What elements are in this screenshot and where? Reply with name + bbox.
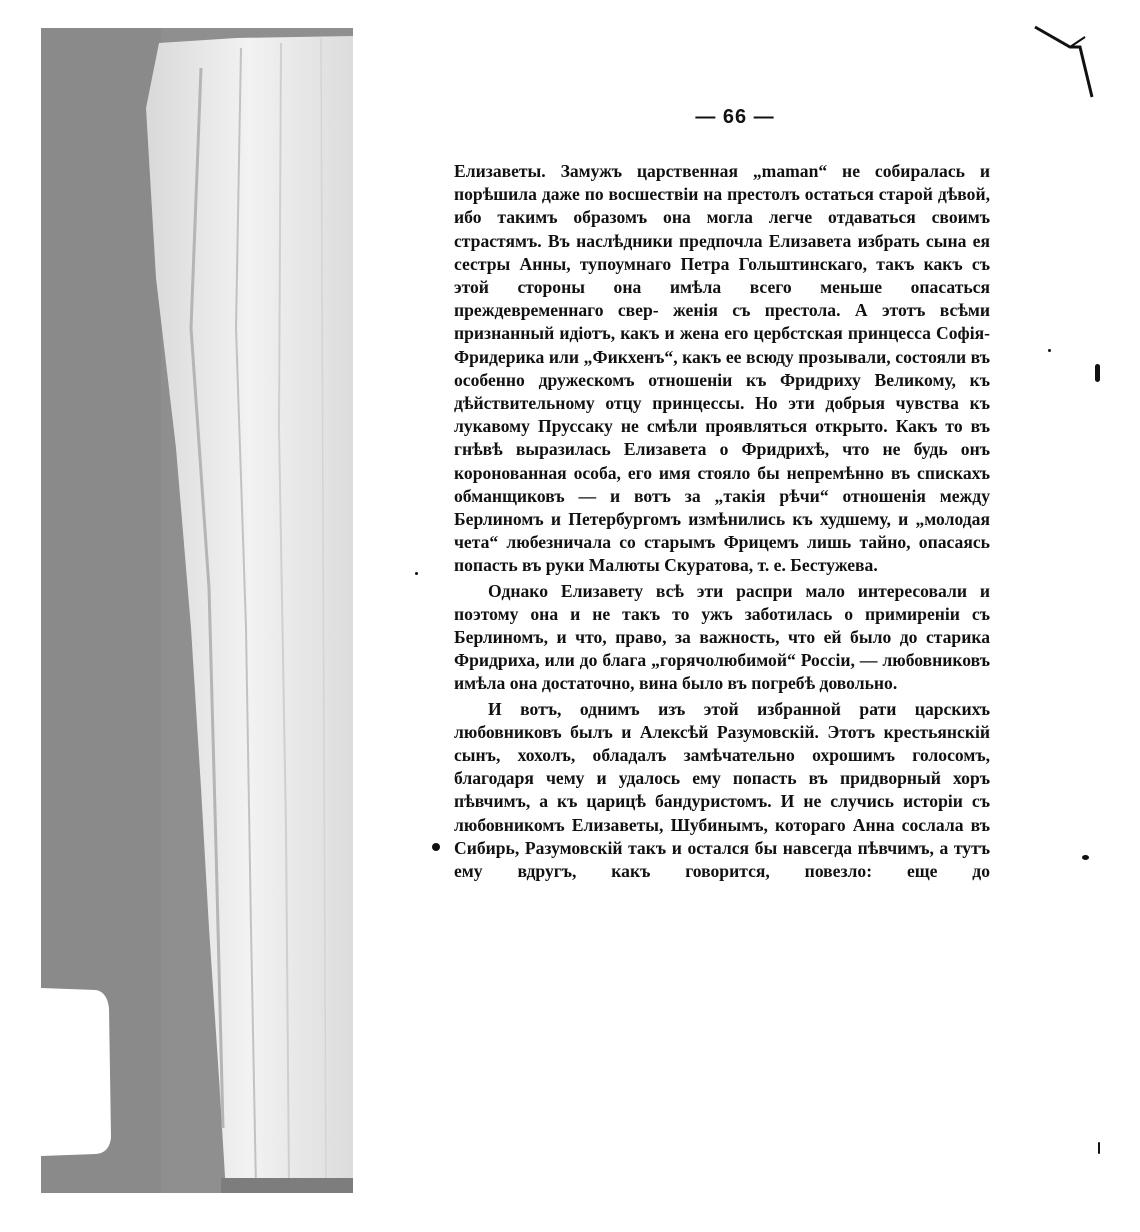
paragraph: И вотъ, однимъ изъ этой избранной рати царскихъ любовниковъ былъ и Алексѣй Разумовскiй. Этотъ крестьянскiй сынъ, хохолъ, обладалъ замѣчательно охрошимъ голосомъ, благодаря чему и удалось ему попасть въ придворный хоръ пѣвчимъ, а къ царицѣ бандуристомъ. И не случись исторiи съ любовникомъ Елизаветы, Шубинымъ, котораго Анна сослала въ Сибирь, Разумовскiй такъ и остался бы навсегда пѣвчимъ, а тутъ ему вдругъ, какъ говорится, повезло: еще до [454,698,990,882]
library-sticker [41,988,111,1156]
scan-speck [432,843,440,851]
scan-speck [1048,349,1051,352]
body-text [454,160,990,883]
scan-speck [1095,364,1100,382]
paragraph: Елизаветы. Замужъ царственная „maman“ не собиралась и порѣшила даже по восшествiи на престолъ остаться старой дѣвой, ибо такимъ образомъ она могла легче отдаваться своимъ страстямъ. Въ наслѣдники предпочла Елизавета избрать сына ея сестры Анны, тупоумнаго Петра Гольштинскаго, такъ какъ съ этой стороны она имѣла всего меньше опасаться преждевременнаго свер- женiя съ престола. А этотъ всѣми признанный идiотъ, какъ и жена его цербстская принцесса Софiя-Фридерика или „Фикхенъ“, какъ ее всюду прозывали, состояли въ особенно дружескомъ отношенiи къ Фридриху Великому, къ дѣйствительному отцу принцессы. Но эти добрыя чувства къ лукавому Пруссаку не смѣли проявляться открыто. Какъ то въ гнѣвѣ выразилась Елизавета о Фридрихѣ, что не будь онъ коронованная особа, его имя стояло бы непремѣнно въ спискахъ обманщиковъ — и вотъ за „такiя рѣчи“ отношенiя между Берлиномъ и Петербургомъ измѣнились къ худшему, и „молодая чета“ любезничала со старымъ Фрицемъ лишь тайно, опасаясь попасть въ руки Малюты Скуратова, т. е. Бестужева. [454,161,990,576]
scan-speck [1098,1142,1100,1154]
base-strip [221,1178,353,1193]
scan-speck [415,572,418,575]
paragraph: Однако Елизавету всѣ эти распри мало интересовали и поэтому она и не такъ то ужъ заботилась о примиренiи съ Берлиномъ, и что, право, за важность, что ей было до старика Фридриха, или до блага „горячолюбимой“ Россiи, — любовниковъ имѣла она достаточно, вина было въ погребѣ довольно. [454,580,990,694]
corner-scan-mark [1030,22,1100,102]
page-number: — 66 — [695,106,775,128]
book-edge-scan [41,28,353,1193]
scan-speck [1082,855,1089,860]
